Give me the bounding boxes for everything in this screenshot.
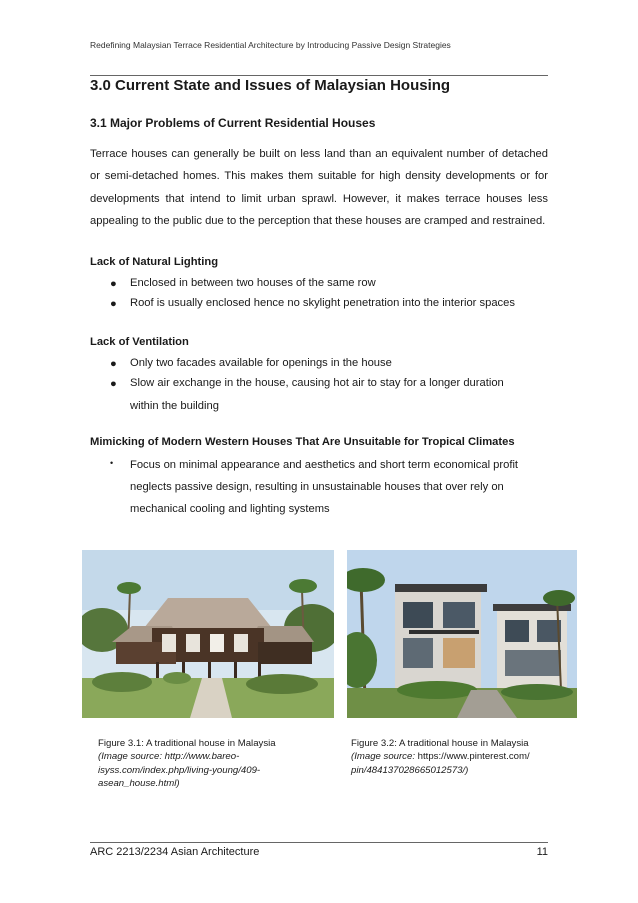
caption-title: Figure 3.2: A traditional house in Malaysia <box>351 738 529 749</box>
caption-source-link: https://www.pinterest.com/ <box>417 751 530 763</box>
issue-heading: Lack of Natural Lighting <box>90 256 219 268</box>
header-rule <box>90 75 548 76</box>
bullet-text: Roof is usually enclosed hence no skylight penetration into the interior spaces <box>130 297 515 309</box>
section-title: 3.0 Current State and Issues of Malaysian Housing <box>90 77 451 94</box>
modern-house-photo <box>347 550 577 718</box>
caption-source-prefix: (Image source: <box>351 751 418 763</box>
running-header: Redefining Malaysian Terrace Residential Architecture by Introducing Passive Design Strategies <box>90 40 451 50</box>
bullet-text: Only two facades available for openings in the house <box>130 357 392 369</box>
caption-title: Figure 3.1: A traditional house in Malaysia <box>98 738 276 749</box>
traditional-house-illustration <box>82 550 334 718</box>
subsection-title: 3.1 Major Problems of Current Residential Houses <box>90 116 376 130</box>
caption-source: isyss.com/index.php/living-young/409- <box>98 764 261 776</box>
page-number: 11 <box>536 846 548 858</box>
bullet-text: Slow air exchange in the house, causing hot air to stay for a longer duration <box>130 377 504 389</box>
bullet-text: Enclosed in between two houses of the same row <box>130 277 376 289</box>
issue-heading: Lack of Ventilation <box>90 336 189 348</box>
bullet-dot: • <box>110 458 114 468</box>
bullet-dot: ● <box>110 378 117 390</box>
caption-source: pin/484137028665012573/) <box>351 764 469 776</box>
caption-source: (Image source: http://www.bareo- <box>98 751 240 763</box>
bullet-text: Focus on minimal appearance and aesthetics and short term economical profit <box>130 459 519 471</box>
issue-heading: Mimicking of Modern Western Houses That Are Unsuitable for Tropical Climates <box>90 436 515 448</box>
figure-caption-1 <box>98 737 328 791</box>
traditional-house-photo <box>82 550 334 718</box>
bullet-text: mechanical cooling and lighting systems <box>130 503 330 515</box>
caption-source: asean_house.html) <box>98 778 180 790</box>
modern-house-illustration <box>347 550 577 718</box>
intro-paragraph: Terrace houses can generally be built on less land than an equivalent number of detached or semi-detached homes. This makes them suitable for high density developments or for developments that intend to limit urban sprawl. However, it makes terrace houses less appealing to the public due to the perception that these houses are cramped and restrained. <box>90 148 548 228</box>
bullet-text: neglects passive design, resulting in unsustainable houses that over rely on <box>130 481 504 493</box>
footer-course: ARC 2213/2234 Asian Architecture <box>90 846 260 858</box>
bullet-text: within the building <box>130 400 219 412</box>
bullet-dot: ● <box>110 278 117 290</box>
figure-caption-2 <box>351 737 581 777</box>
footer-rule <box>90 842 548 843</box>
bullet-dot: ● <box>110 298 117 310</box>
bullet-dot: ● <box>110 358 117 370</box>
